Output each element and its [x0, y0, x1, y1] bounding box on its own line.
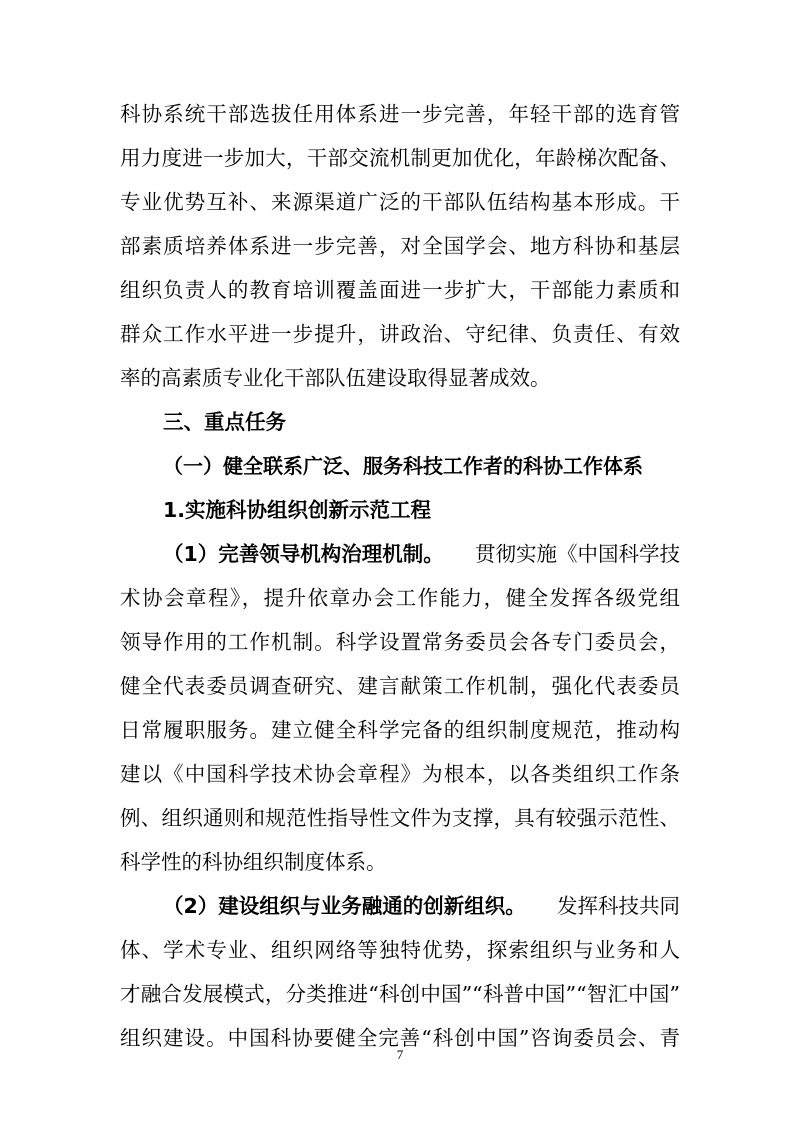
paragraph-line: 组织负责人的教育培训覆盖面进一步扩大，干部能力素质和	[120, 278, 680, 302]
paragraph-line: 部素质培养体系进一步完善，对全国学会、地方科协和基层	[120, 234, 680, 258]
paragraph-text: 发挥科技共同	[557, 894, 680, 918]
subsection-heading: （一）健全联系广泛、服务科技工作者的科协工作体系	[163, 454, 643, 478]
paragraph-first-line	[163, 892, 680, 920]
paragraph-line: 群众工作水平进一步提升，讲政治、守纪律、负责任、有效	[120, 322, 680, 346]
paragraph-line: 建以《中国科学技术协会章程》为根本，以各类组织工作条	[120, 762, 680, 786]
paragraph-line: 术协会章程》，提升依章办会工作能力，健全发挥各级党组	[120, 586, 680, 610]
paragraph-line: 科协系统干部选拔任用体系进一步完善，年轻干部的选育管	[120, 102, 680, 126]
paragraph-line: 健全代表委员调查研究、建言献策工作机制，强化代表委员	[120, 674, 680, 698]
paragraph-line: 专业优势互补、来源渠道广泛的干部队伍结构基本形成。干	[120, 190, 680, 214]
paragraph-text: 贯彻实施《中国科学技	[475, 542, 680, 566]
paragraph-line: 体、学术专业、组织网络等独特优势，探索组织与业务和人	[120, 938, 680, 962]
paragraph-line: 例、组织通则和规范性指导性文件为支撑，具有较强示范性、	[120, 806, 680, 830]
paragraph-line: 才融合发展模式，分类推进“科创中国”“科普中国”“智汇中国”	[120, 982, 680, 1006]
paragraph-line: 科学性的科协组织制度体系。	[120, 850, 387, 874]
section-heading: 三、重点任务	[163, 410, 286, 434]
paragraph-line: 组织建设。中国科协要健全完善“科创中国”咨询委员会、青	[120, 1026, 680, 1050]
paragraph-title: （2）建设组织与业务融通的创新组织。	[163, 894, 526, 918]
paragraph-title: （1）完善领导机构治理机制。	[163, 542, 444, 566]
page-number: 7	[396, 1047, 404, 1062]
item-heading: 1.实施科协组织创新示范工程	[163, 498, 432, 522]
paragraph-line: 率的高素质专业化干部队伍建设取得显著成效。	[120, 366, 551, 390]
paragraph-first-line	[163, 540, 680, 568]
paragraph-line: 日常履职服务。建立健全科学完备的组织制度规范，推动构	[120, 718, 680, 742]
paragraph-line: 用力度进一步加大，干部交流机制更加优化，年龄梯次配备、	[120, 146, 680, 170]
paragraph-line: 领导作用的工作机制。科学设置常务委员会各专门委员会，	[120, 630, 680, 654]
